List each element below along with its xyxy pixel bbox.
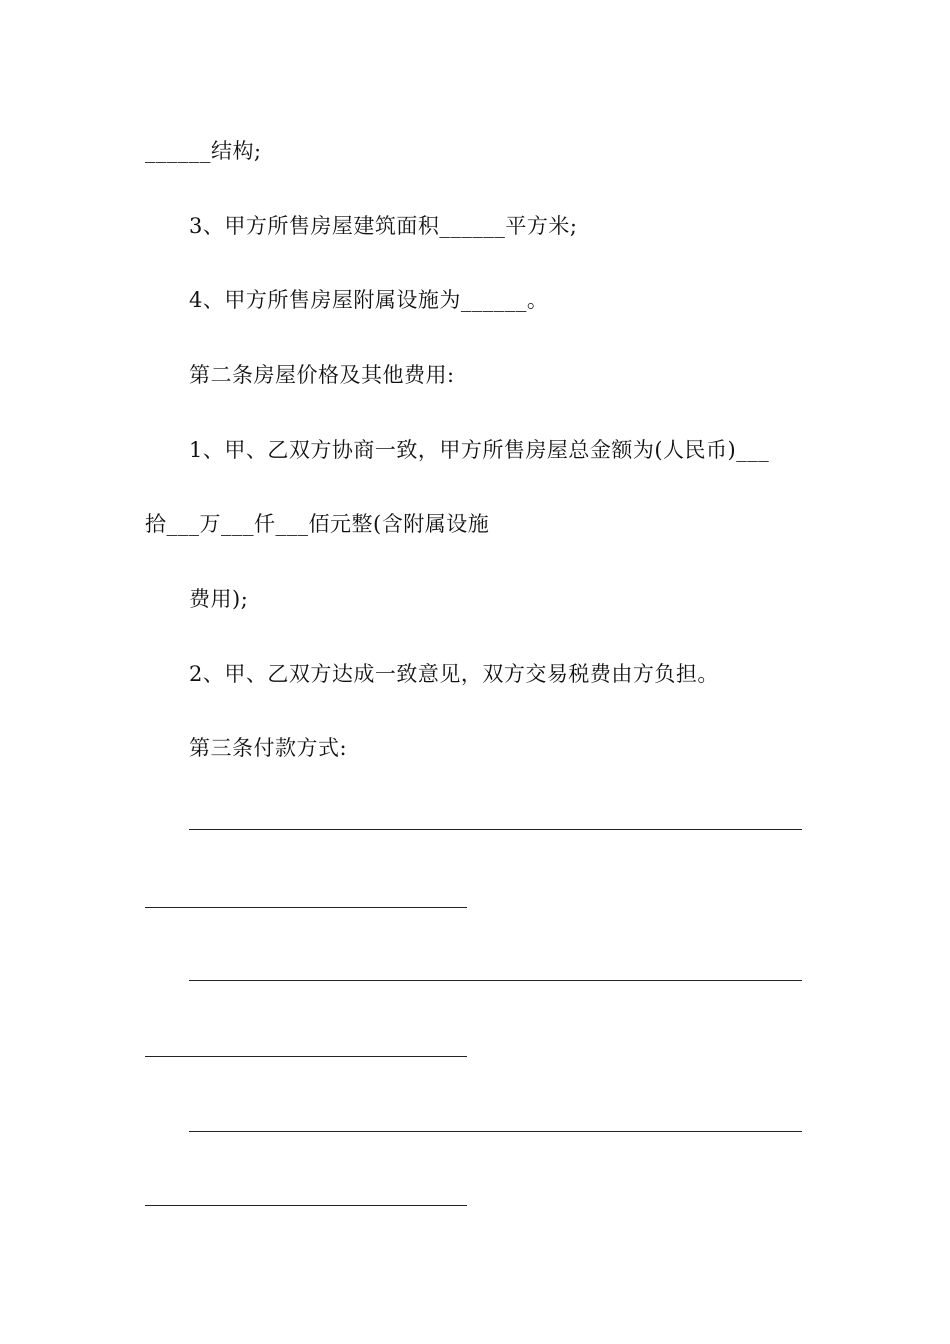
clause-2-item-2: 2、甲、乙双方达成一致意见，双方交易税费由方负担。 xyxy=(189,662,719,686)
payment-blank-line-5 xyxy=(189,1131,802,1132)
clause-2-item-1: 1、甲、乙双方协商一致，甲方所售房屋总金额为(人民币)___ xyxy=(189,438,770,462)
clause-3-heading: 第三条付款方式: xyxy=(189,736,348,760)
payment-blank-line-4 xyxy=(145,1056,467,1057)
payment-blank-line-6 xyxy=(145,1205,467,1206)
clause-1-item-4: 4、甲方所售房屋附属设施为______。 xyxy=(189,288,549,312)
clause-1-item-3: 3、甲方所售房屋建筑面积______平方米; xyxy=(189,214,578,238)
clause-2-heading: 第二条房屋价格及其他费用: xyxy=(189,363,455,387)
structure-line: ______结构; xyxy=(145,139,262,163)
payment-blank-line-2 xyxy=(145,907,467,908)
payment-blank-line-1 xyxy=(189,829,802,830)
clause-2-item-1-continued: 拾___万___仟___佰元整(含附属设施 xyxy=(145,512,490,536)
clause-2-item-1-end: 费用); xyxy=(189,587,249,611)
payment-blank-line-3 xyxy=(189,980,802,981)
